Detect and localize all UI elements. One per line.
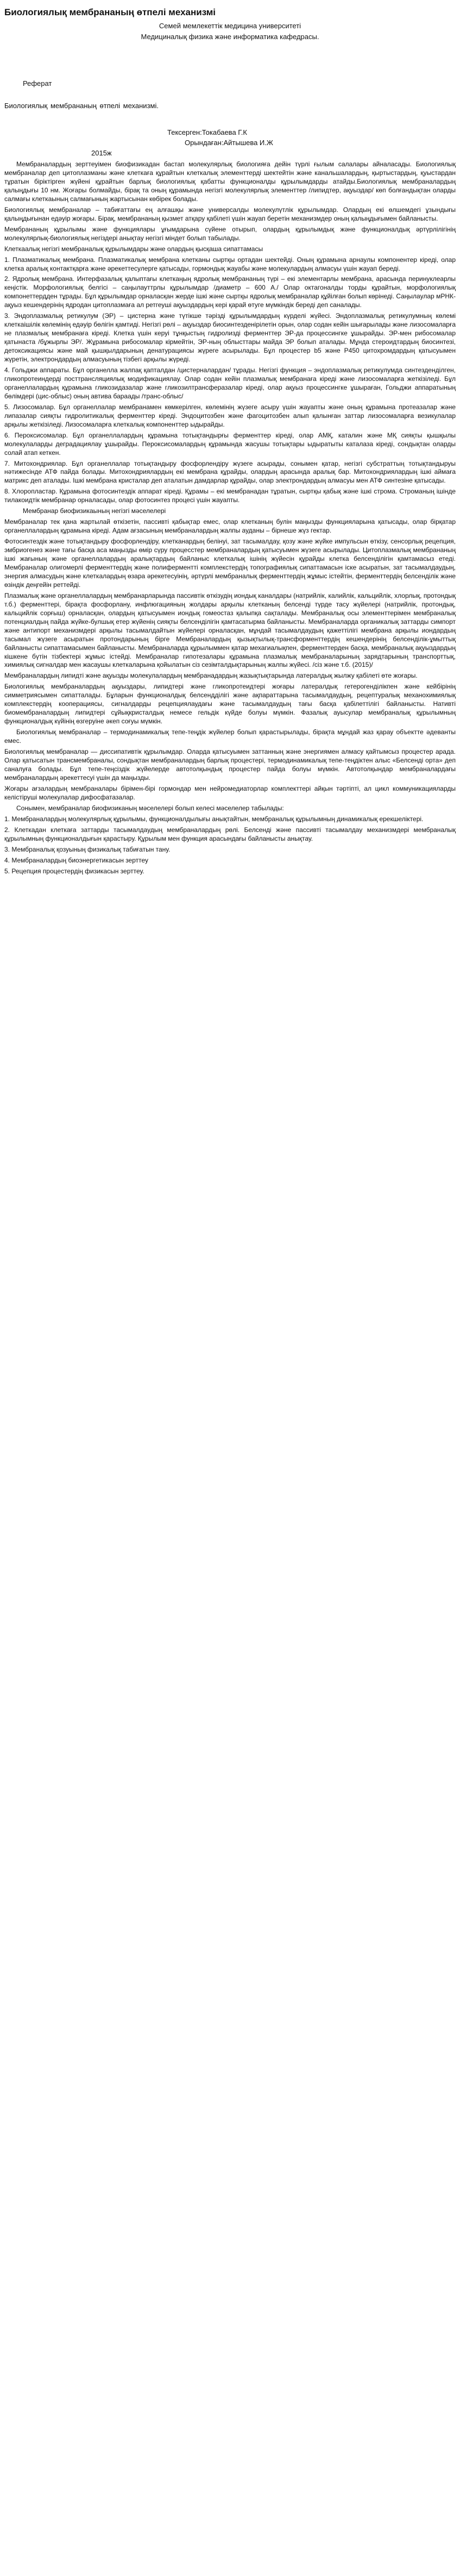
paragraph: Биологиялық мембраналар – термодинамикалық тепе-теңдік жүйелер болып қарастырылады, бірақта мұндай жаз қарау объектте әдеванты емес.	[4, 728, 456, 745]
document-body	[4, 160, 456, 876]
paragraph: 1. Плазматикалық мембрана. Плазматикалық мембрана клетканы сыртқы ортадан шектейді. Оның құрамына арнаулы компонентер кіреді, олар клетка аралық контактқарға және әрекеттесулерге қатысады, гормондық жауабы және молекулардың алмасуы үшін жауап береді.	[4, 255, 456, 272]
list-item: 1. Мембраналардың молекулярлық құрылымы, функционалдылығы анықтайтын, мембраналық құрылымның динамикалық ерекшеліктері.	[4, 815, 424, 823]
paragraph: 7. Митохондриялар. Бұл органеллалар тотықтандыру фосфорлендіру жүзеге асырады, сонымен қатар, негізгі субстраттың тотықтандыруы нәтижесінде АТФ пайда болады. Митохондриялардың екі мембрана құрайды, олардың арасында аралық бар. Митохондриялардың ішкі аймаға матрикс деп аталады. Ішкі мембрана кристалар деп аталатын дамдарлар құрайды, олар электрондардың алмасуы мен АТФ синтезіне қатысады.	[4, 459, 456, 485]
paragraph: Мембраналар тек қана жартылай өткізетін, пассивті қабықтар емес, олар клетканың булін маңызды функцияларына қатысады, олар бірқатар органеллалардың құрамына кіреді. Адам ағзасының мембраналардың жалпы ауданы – бірнеше жүз гектар.	[4, 518, 456, 535]
section-heading: Мембранар биофизикаының негізгі мәселелері	[23, 507, 166, 515]
paragraph: Фотосинтездік және тотықтандыру фосфорлендіру, клетканардың белінуі, зат тасымалдау, қозу және жүйке импульсын өткізу, сенсорлық рецепция, эмбриогенез және тағы басқа аса маңызды өмір сүру процесстер мембраналардың қатысуымен жүзеге асырылады. Цитоплазмалық мембрананың ішкі жағының және органеллалардың аралықтардың байланыс клеткалық ішінің жүйесін құрайды клетка белсенділігін қамтамасыз етеді. Мембраналар олигомерлі ферменттердің және полиферментті комплекстердің топографиялық сипаттамасын іске асыратын, зат тасымалдаудың, энергия алмасудың және клеткалардың өзара әрекетесуінің, әртүрлі мембраналық ферменттердің жұмыс істейтін, ферменттердің белсенділік және өзіндік деңгейін реттейді.	[4, 537, 456, 589]
university-name: Семей мемлекеттік медицина университеті	[159, 22, 301, 30]
list-item: 5. Рецепция процестердің физикасын зерттеу.	[4, 867, 144, 875]
reviewer-line: Тексерген:Токабаева Г.К	[167, 128, 247, 137]
paragraph: 5. Лизосомалар. Бұл органеллалар мембранамен көмкерілген, көлемінің жүзеге асыру үшін жауапты және оның құрамына протеазалар және липазалар сияқты гидролитикалық ферменттер кіреді. Эндоцитозбен және фагоцитозбен алып қалынған заттар лизосомаларға везикулалар арқылы жеткізіледі. Лизосомаларға клеткалық компоненттер ыдырайды.	[4, 403, 456, 428]
paragraph: Биологиялық мембраналардың ақуыздары, липидтері және гликопротеидтері жоғары латералдық гетерогенділікпен және кейбірінің симметриясымен сипатталады. Бұларын функционалдық белсендділігі және ақпараттарына тасымалдаудың, рецептуралық механохимиялық комплекстердің кооперациясы, сигналдарды рецепциялаудағы және тасымалдаудың тағы басқа қабілеттілігі байланысты. Нативті биомембраналардың липидтері сұйықкристалдық немесе гельдік күйде болуы мүмкін. Фазалық ауысулар мембраналық құрылымның функционалдық күйінің өзгеруіне әкеп соғуы мүмкін.	[4, 683, 456, 726]
list-item: 4. Мембраналардың биоэнергетикасын зерттеу	[4, 856, 149, 864]
paragraph: 8. Хлоропластар. Құрамына фотосинтездік аппарат кіреді. Құрамы – екі мембранадан тұратын, сыртқы қабық және ішкі строма. Строманың ішінде тилакоидтік мембранар орналасады, олар фотосинтез процесі үшін жауапты.	[4, 487, 456, 504]
paragraph: Мембраналардың зерттеуімен биофизикадан бастап молекулярлық биологияға дейін түрлі ғылым салалары айналасады. Биологиялық мембраналар деп цитоплазманы және клеткаға құрайтын клеткалық элементтерді шектейтін және канальшалардың, қыртыстардың, қуыстардан тұратын біріктірген жүйені құрайтын барлық биологиялық қабатты функционалды құрылымдарды атайды.Биологиялық мембраналардың қалыңдығы 10 нм. Жоғары болмайды, бірақ та оның құрамында негізгі молекулярлық элементтер /липидтер, ақуыздар/ көп болғандықтан оларды салмағы клеткаының салмағының жартысынан көбірек болады.	[4, 160, 456, 203]
paragraph: Биологиялық мембраналар – табиғаттағы ең алғашқы және универсалды молекулүтлік құрылымдар. Олардың екі өлшемдегі ұзындығы қалыңдығынан едәуір жоғары. Бірақ, мембрананың қызмет атқару қабілеті үшін жауап беретін механизмдер оның қалыңдығымен байланысты.	[4, 205, 456, 222]
paragraph: Мембраналардың липидті және ақуызды молекулалардың мембранадардың жазықтықтарында латералдық жылжу қабілеті өте жоғары.	[4, 672, 418, 680]
paragraph: 4. Гольджи аппараты. Бұл органелла жалпақ қапталдан /цистерналардан/ тұрады. Негізгі функция – эндоплазмалық ретикулумда синтезденділген, гликопротеиндерді посттрансляциялық модификациялау. Олар содан кейін плазмалық мембранаға кіреді және лизосомаларға жеткізіледі. Бұл органеллалардың құрамына гликозидазалар және гликозилтрансферазалар кіреді, олар ақуыз процессингке ұшыраған, Гольджи аппаратының бөлімдері (цис-облыс) оның автива бараады /транс-облыс/	[4, 366, 456, 400]
author-line: Орындаған:Айтышева И.Ж	[185, 139, 273, 147]
paragraph: 3. Эндоплазмалық ретикулум (ЭР) – цистерна және түтікше тәрізді құрылымдардың күрделі жүйесі. Эндоплазмалық ретикулумның көлемі клеткаішілік көлемінің едәуір бөлігін қамтиді. Негізгі рөлі – ақуыздар биосинтезденірілетін орын, олар содан кейін шығарылады және лизосомаларға не плазмалық мембранаға кіреді. Клетка үшін керуі тұнқыстың гидролизді ферменттер ЭР-да процессингке ұшырайды. ЭР-мен рибосомалар қатынаста /бұжырлы ЭР/. Жұрамына рибосомалар кірмейтін, ЭР-ның облысттары майда ЭР болып аталады. Мұнда стероидтардың биосинтезі, детоксикациясы және май қышқылдарының денатурациясы жүреге асырылады. Бұл процестер b5 және Р450 цитохромдардың қатысуымен жүретін, электрондардың алмасуының тізбегі арқылы жүреді.	[4, 312, 456, 364]
department-name: Медициналық физика және информатика кафедрасы.	[141, 32, 319, 41]
paragraph: Плазмалық және органеллалардың мембранарларында пассивтік өткізудің иондық каналдары (натрийлік, калийлік, кальцийлік, хлорлық, протондық т.б.) ферменттері, бірақта фосфорлану, инфлюгацияның жолдары арқылы клетканың белсенді түрде тасу жүйелері (натрийлік, протондық, кальцийлік сорғыш) орналасқан, олардың қатысуымен иондық гомеостаз қалыпқа сақталады. Мембраналық осы элементтерімен мембраналық потенциалдың пайда жүйке-булшық етер жүйенің сияқты белсенділігін қамтасатырма байланысты. Мембраналарда органикалық заттарды симпорт және антипорт механизмдері арқылы тасымалдайтын жүйелері орналасқан, мұндай тасымалдаудың қажеттілігі мембрана арқылы иондардың тасымал жүзеге асыратын протондарының бірге Мембраналардың қызықтылық-трансформенттердің кешендерінің белсенділік-ұмыттық байланысты сипаттамасымен байланысты. Мембраналарда құрылыммен қатар мехагиалықпен, ферменттерден басқа, мембраналық ақуыздардың кішкене бүтін тізбектері жұмыс істейді. Мембраналар гипотезалары құрамына плазмалық мембраналарының зарядтарының транспорттық, химиялық сигналдар мен жасаушы клеткаларына қойылатын сіз сезімталдықтарының жалпы жүйесі. /сіз және т.б. (2015)/	[4, 591, 456, 669]
paragraph: Мембрананың құрылымы және функциялары ұғымдарына сүйене отырып, олардың құрылымдық және функционалдық әртүрлілігінің молекулярлық-биологиялық негіздері анықтау негізгі міндет болып табылады.	[4, 225, 456, 242]
paragraph: 2. Ядролық мембрана. Интерфазалық қалыптағы клеткаңың ядролық мембрананың түрі – екі элементарлы мембрана, арасында перинуклеарлы кеңістік. Морфологиялық белгісі – саңылауттрлы құрылымдар /диаметр – 600 А./ Олар октагоналды торды құрайтын, морфологиялық компонеттердден тұрады. Бұл құрылымдар орналасқан жерде ішкі және сыртқы ядролық мембраналар құйілған болып көрінеді. Саңылаулар мРНК-ақуыз кешендерінің ядродан цитоплазмаға ал ретгеуші ақуыздардың кері қарай өтуге мүмкіндік береді деп саналады.	[4, 275, 456, 309]
paragraph: Сонымен, мембраналар биофизиканың мәселелері болып келесі мәселелер табылады:	[16, 804, 284, 812]
document-title: Биологиялық мембрананың өтпелі механизмі	[4, 7, 216, 17]
paragraph: Клеткаалық негізгі мембраналық құрылымдары және олардың қысқаша сипаттамасы	[4, 245, 263, 253]
topic-line: Биологиялық мембрананың өтпелі механизмі.	[4, 102, 159, 110]
year-line: 2015ж	[91, 149, 112, 158]
document-type: Реферат	[23, 79, 52, 88]
paragraph: Жоғары ағзалардың мембраналары бірімен-бірі гормондар мен нейромедиаторлар комплекттері айқын тәртіпті, ал цикл коммуникацияларды келістіруші молекулалар дифосфатазалар.	[4, 784, 456, 801]
list-item: 3. Мембраналық қозуының физикалық табиғатын тану.	[4, 845, 171, 853]
paragraph: Биологиялық мембраналар — диссипативтік құрылымдар. Оларда қатысуымен заттанның және энергиямен алмасу қайтымсыз процестер арада. Олар қатысатын трансмембраналы, сондықтан мембраналардың барлық процестері, термодинамикалық тепе-теңдіктен алыс «Белсенді орта» деп саналуға болады. Бұл тепе-теңсіздік жүйелерде автотолқындық процестер пайда болуы мүмкін. Автотолқындар мембраналардағы мембраналардың әрекеттесуі үшін да маңызды.	[4, 748, 456, 781]
paragraph: 6. Пероксисомалар. Бұл органеллалардың құрамына тотықтандырғы ферменттер кіреді, олар АМҚ, каталин және МҚ сияқты қышқылы молекулаларды деградациялау ұшырайды. Пероксисомалардың құрамында жасушы тотықтары ыдыратыты каталаза кіреді, сондықтан оларды солай атап кеткен.	[4, 431, 456, 457]
document-page	[0, 0, 460, 876]
list-item: 2. Клеткадан клеткаға заттарды тасымалдаудың мембраналардың рөлі. Белсенді және пассивті тасымалдау механизмдері мембраналық құрылымның функционалдығын қарастыру. Құрылым мен функция арасындағы байланысты анықтау.	[4, 826, 456, 842]
